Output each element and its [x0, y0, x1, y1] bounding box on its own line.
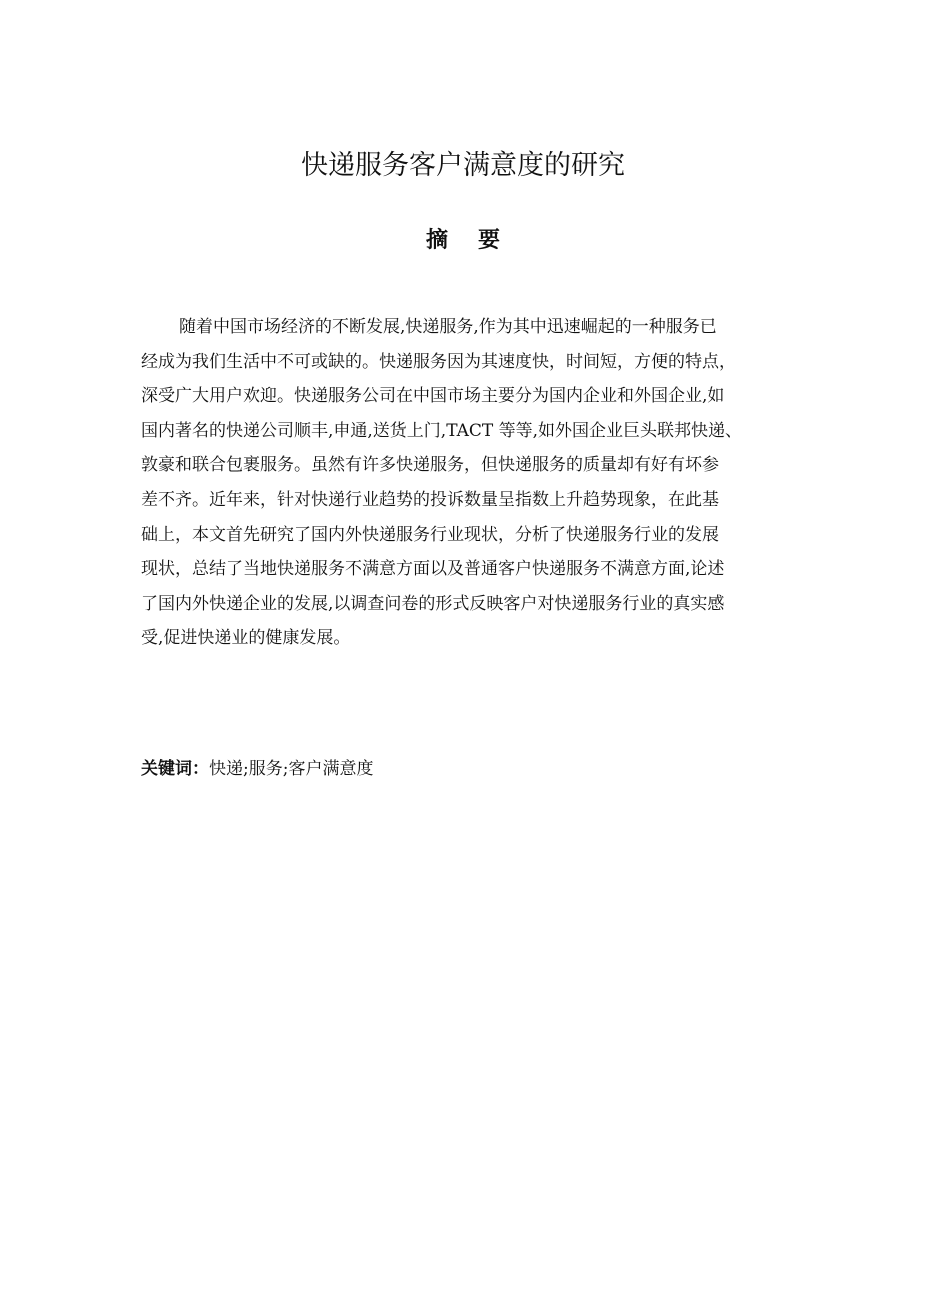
keywords: [141, 754, 373, 784]
abstract-line: 现状，总结了当地快递服务不满意方面以及普通客户快递服务不满意方面,论述: [141, 559, 725, 580]
document-title: 快递服务客户满意度的研究: [301, 150, 625, 181]
abstract-heading-char-2: 要: [478, 228, 501, 253]
abstract-line: 础上，本文首先研究了国内外快递服务行业现状，分析了快递服务行业的发展: [141, 524, 719, 545]
abstract-line: 随着中国市场经济的不断发展,快递服务,作为其中迅速崛起的一种服务已: [179, 317, 717, 337]
abstract-heading-char-1: 摘: [425, 228, 448, 253]
abstract-line: 受,促进快递业的健康发展。: [141, 628, 351, 649]
abstract-line: 了国内外快递企业的发展,以调查问卷的形式反映客户对快递服务行业的真实感: [141, 593, 725, 614]
keywords-value: 快递;服务;客户满意度: [209, 759, 374, 779]
abstract-body: [141, 310, 801, 656]
abstract-line: 国内著名的快递公司顺丰,申通,送货上门,TACT 等等,如外国企业巨头联邦快递、: [141, 420, 743, 441]
abstract-line: 差不齐。近年来，针对快递行业趋势的投诉数量呈指数上升趋势现象，在此基: [141, 489, 719, 510]
abstract-line: 敦豪和联合包裹服务。虽然有许多快递服务，但快递服务的质量却有好有坏参: [141, 455, 719, 476]
abstract-heading: [0, 224, 926, 258]
abstract-line: 经成为我们生活中不可或缺的。快递服务因为其速度快，时间短，方便的特点，: [141, 351, 736, 372]
abstract-line: 深受广大用户欢迎。快递服务公司在中国市场主要分为国内企业和外国企业,如: [141, 386, 725, 407]
keywords-label: 关键词：: [141, 759, 209, 779]
